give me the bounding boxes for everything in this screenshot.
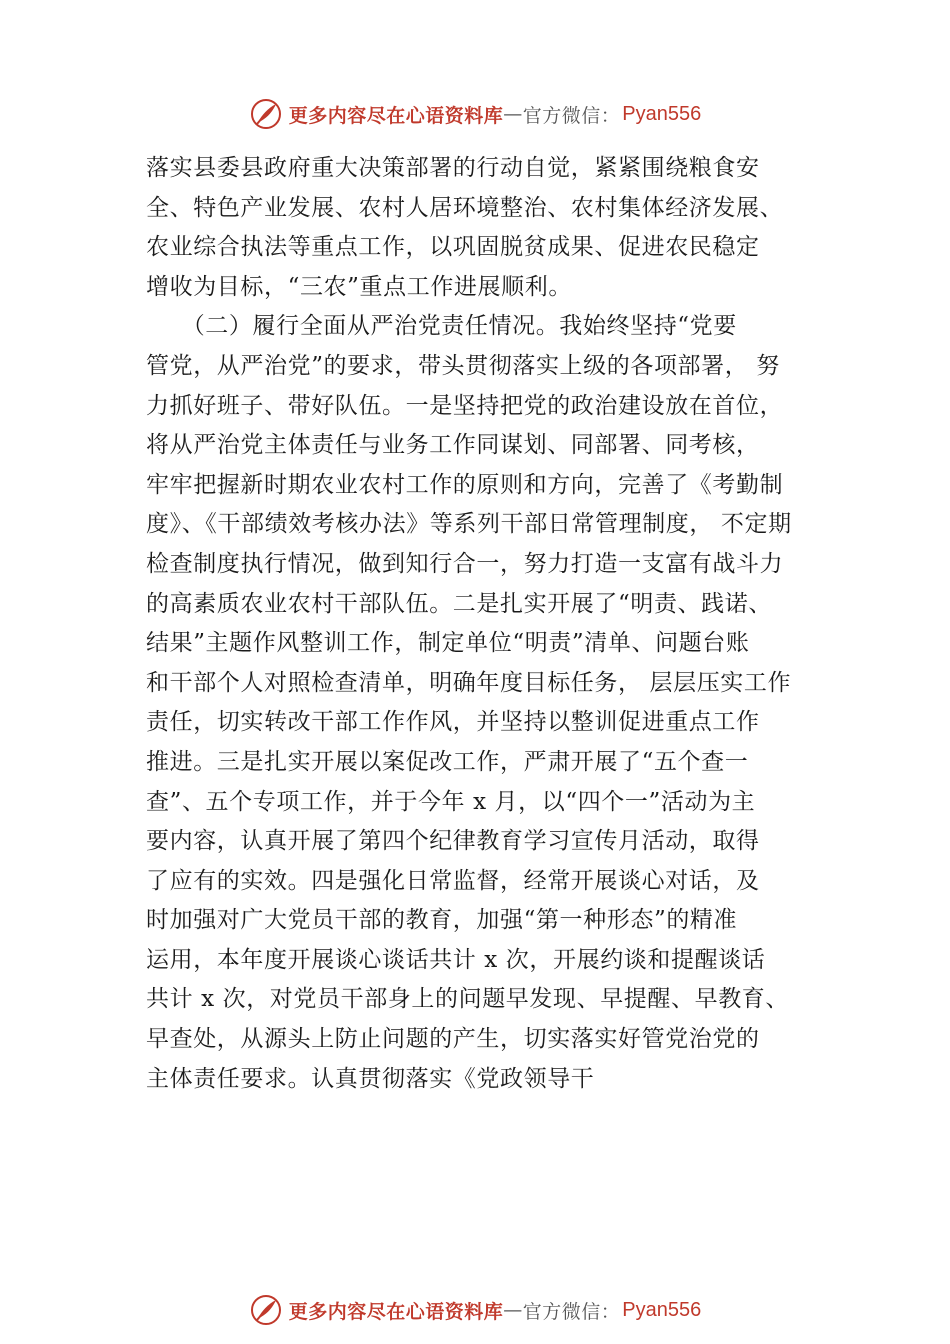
text-line: 检查制度执行情况，做到知行合一，努力打造一支富有战斗力	[146, 550, 784, 577]
text-line: 了应有的实效。四是强化日常监督，经常开展谈心对话，及	[146, 867, 760, 894]
text-line: 结果”主题作风整训工作，制定单位“明责”清单、问题台账	[146, 630, 750, 657]
header-watermark-banner	[0, 94, 950, 134]
banner-official-label: 官方微信：	[522, 104, 621, 127]
text-line: 度》、《干部绩效考核办法》等系列干部日常管理制度， 不定期	[146, 511, 792, 538]
text-line: 查”、五个专项工作，并于今年 x 月，以“四个一”活动为主	[146, 788, 756, 815]
banner-official-label: 官方微信：	[522, 1300, 621, 1323]
banner-account-id: Pyan556	[622, 1298, 702, 1321]
text-line: 的高素质农业农村干部队伍。二是扎实开展了“明责、践诺、	[146, 590, 772, 617]
text-line: 推进。三是扎实开展以案促改工作，严肃开展了“五个查一	[146, 748, 749, 775]
text-line: 管党，从严治党”的要求，带头贯彻落实上级的各项部署， 努	[146, 352, 780, 379]
text-line: 农业综合执法等重点工作，以巩固脱贫成果、促进农民稳定	[146, 234, 760, 261]
banner-dash: —	[503, 103, 523, 125]
text-line: 责任，切实转改干部工作作风，并坚持以整训促进重点工作	[146, 709, 760, 736]
text-line: 牢牢把握新时期农业农村工作的原则和方向，完善了《考勤制	[146, 471, 784, 498]
text-line: 主体责任要求。认真贯彻落实《党政领导干	[146, 1065, 595, 1092]
text-line: 时加强对广大党员干部的教育，加强“第一种形态”的精准	[146, 907, 738, 934]
text-line: 力抓好班子、带好队伍。一是坚持把党的政治建设放在首位，	[146, 392, 784, 419]
text-line: 落实县委县政府重大决策部署的行动自觉，紧紧围绕粮食安	[146, 155, 760, 181]
text-line: 共计 x 次，对党员干部身上的问题早发现、早提醒、早教育、	[146, 986, 789, 1013]
feather-pen-icon	[249, 1293, 283, 1327]
banner-dash: —	[503, 1299, 523, 1321]
feather-pen-icon	[249, 97, 283, 131]
banner-account-id: Pyan556	[622, 102, 702, 125]
text-line: （二）履行全面从严治党责任情况。我始终坚持“党要	[146, 313, 737, 340]
document-body	[146, 149, 836, 1099]
text-line: 运用，本年度开展谈心谈话共计 x 次，开展约谈和提醒谈话	[146, 946, 766, 973]
text-line: 早查处，从源头上防止问题的产生，切实落实好管党治党的	[146, 1026, 760, 1053]
banner-brand-text: 更多内容尽在心语资料库	[288, 104, 504, 127]
footer-watermark-banner	[0, 1290, 950, 1330]
text-line: 和干部个人对照检查清单，明确年度目标任务， 层层压实工作	[146, 669, 792, 696]
text-line: 将从严治党主体责任与业务工作同谋划、同部署、同考核，	[146, 432, 760, 459]
text-line: 全、特色产业发展、农村人居环境整治、农村集体经济发展、	[146, 194, 784, 221]
banner-brand-text: 更多内容尽在心语资料库	[288, 1300, 504, 1323]
text-line: 要内容，认真开展了第四个纪律教育学习宣传月活动，取得	[146, 828, 760, 855]
text-line: 增收为目标，“三农”重点工作进展顺利。	[146, 273, 572, 300]
